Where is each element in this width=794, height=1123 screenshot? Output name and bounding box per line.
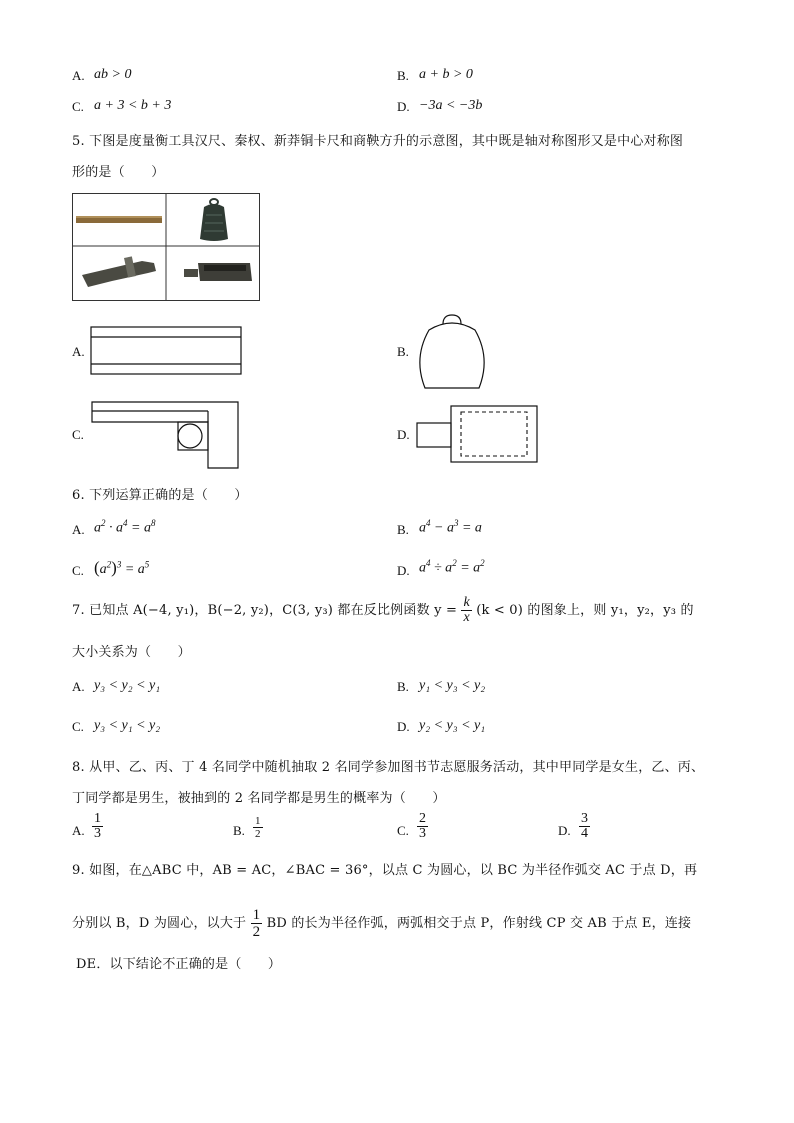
q6-option-c-expr: $(a^2)^3 = a^5$ [94,558,150,577]
q4-option-a-label: A. [72,68,85,83]
q5-option-c-caliper-diagram [90,400,240,470]
q4-option-b-expr: a + b > 0 [419,67,473,82]
q7-k-over-x-fraction [461,596,471,625]
q5-stem-line1: 5. 下图是度量衡工具汉尺、秦权、新莽铜卡尺和商鞅方升的示意图，其中既是轴对称图形又是中心对称图 [72,134,684,149]
q8-option-c-fraction [417,812,428,841]
q7-stem-line1 [72,596,694,625]
q5-option-d-sheng-diagram [415,404,540,464]
q4-option-d-expr: −3a < −3b [419,98,483,113]
q9-half-denominator: 2 [252,924,261,940]
q8-d-denominator: 4 [581,826,588,841]
q8-option-a-label: A. [72,823,85,838]
q5-stem-line2: 形的是（ ） [72,165,165,180]
q8-b-numerator: 1 [255,815,261,827]
q8-option-c-label: C. [397,823,409,838]
q6-option-b-expr: $a^4 - a^3 = a$ [419,518,482,536]
q8-a-numerator: 1 [94,811,101,826]
q6-option-c-label: C. [72,563,84,578]
q9-stem-line2-part2: BD 的长为半径作弧，两弧相交于点 P，作射线 CP 交 AB 于点 E，连接 [266,916,692,931]
q8-option-b-label: B. [233,823,245,838]
q8-stem-line2: 丁同学都是男生，被抽到的 2 名同学都是男生的概率为（ ） [72,791,446,806]
q5-option-d-label: D. [397,427,410,442]
q5-option-b-label: B. [397,344,409,359]
q8-d-numerator: 3 [581,811,588,826]
q7-option-d-expr: y₂ < y₃ < y₁ [419,718,486,733]
q5-option-b-weight-diagram [415,312,490,390]
q6-option-d-expr: $a^4 \div a^2 = a^2$ [419,558,485,576]
q8-a-denominator: 3 [94,826,101,841]
q7-option-c-expr: y₃ < y₁ < y₂ [94,718,161,733]
q9-stem-line2-part1: 分别以 B，D 为圆心，以大于 [72,916,247,931]
q7-option-b-expr: y₁ < y₃ < y₂ [419,678,486,693]
q8-option-b-fraction [253,815,263,840]
q4-option-c-label: C. [72,99,84,114]
q7-frac-numerator: k [463,595,470,610]
q9-half-numerator: 1 [252,907,261,923]
q7-frac-denominator: x [463,610,470,625]
q9-stem-line1: 9. 如图，在△ABC 中，AB = AC，∠BAC = 36°，以点 C 为圆心，以 BC 为半径作弧交 AC 于点 D，再 [72,863,698,878]
q8-option-d-label: D. [558,823,571,838]
q6-option-b-label: B. [397,522,409,537]
q8-option-a-fraction [92,812,103,841]
q7-option-c-label: C. [72,719,84,734]
q8-stem-line1: 8. 从甲、乙、丙、丁 4 名同学中随机抽取 2 名同学参加图书节志愿服务活动，其中甲同学是女生，乙、丙、 [72,760,705,775]
q8-c-numerator: 2 [419,811,426,826]
han-ruler-image [76,216,162,223]
q8-c-denominator: 3 [419,826,426,841]
q9-stem-line3: DE．以下结论不正确的是（ ） [76,957,282,972]
q5-photo-grid [72,193,260,301]
q6-option-a-label: A. [72,522,85,537]
q6-stem: 6. 下列运算正确的是（ ） [72,488,248,503]
q7-option-d-label: D. [397,719,410,734]
q9-half-fraction [251,907,263,940]
q7-option-a-label: A. [72,679,85,694]
q7-option-a-expr: y₃ < y₂ < y₁ [94,678,161,693]
q5-option-a-ruler-diagram [90,326,242,376]
q8-b-denominator: 2 [255,828,261,840]
q5-option-c-label: C. [72,427,84,442]
q4-option-b-label: B. [397,68,409,83]
q4-option-c-expr: a + 3 < b + 3 [94,98,172,113]
q4-option-a-expr: ab > 0 [94,67,132,82]
q6-option-d-label: D. [397,563,410,578]
q5-option-a-label: A. [72,344,85,359]
q9-stem-line2 [72,907,691,940]
q7-stem-part2: (k < 0) 的图象上，则 y₁，y₂，y₃ 的 [476,603,694,618]
q7-stem-part1: 7. 已知点 A(−4, y₁)，B(−2, y₂)，C(3, y₃) 都在反比例函数 y = [72,603,458,618]
q7-stem-line2: 大小关系为（ ） [72,645,191,660]
q7-option-b-label: B. [397,679,409,694]
q4-option-d-label: D. [397,99,410,114]
q6-option-a-expr: $a^2 \cdot a^4 = a^8$ [94,518,156,536]
q8-option-d-fraction [579,812,590,841]
